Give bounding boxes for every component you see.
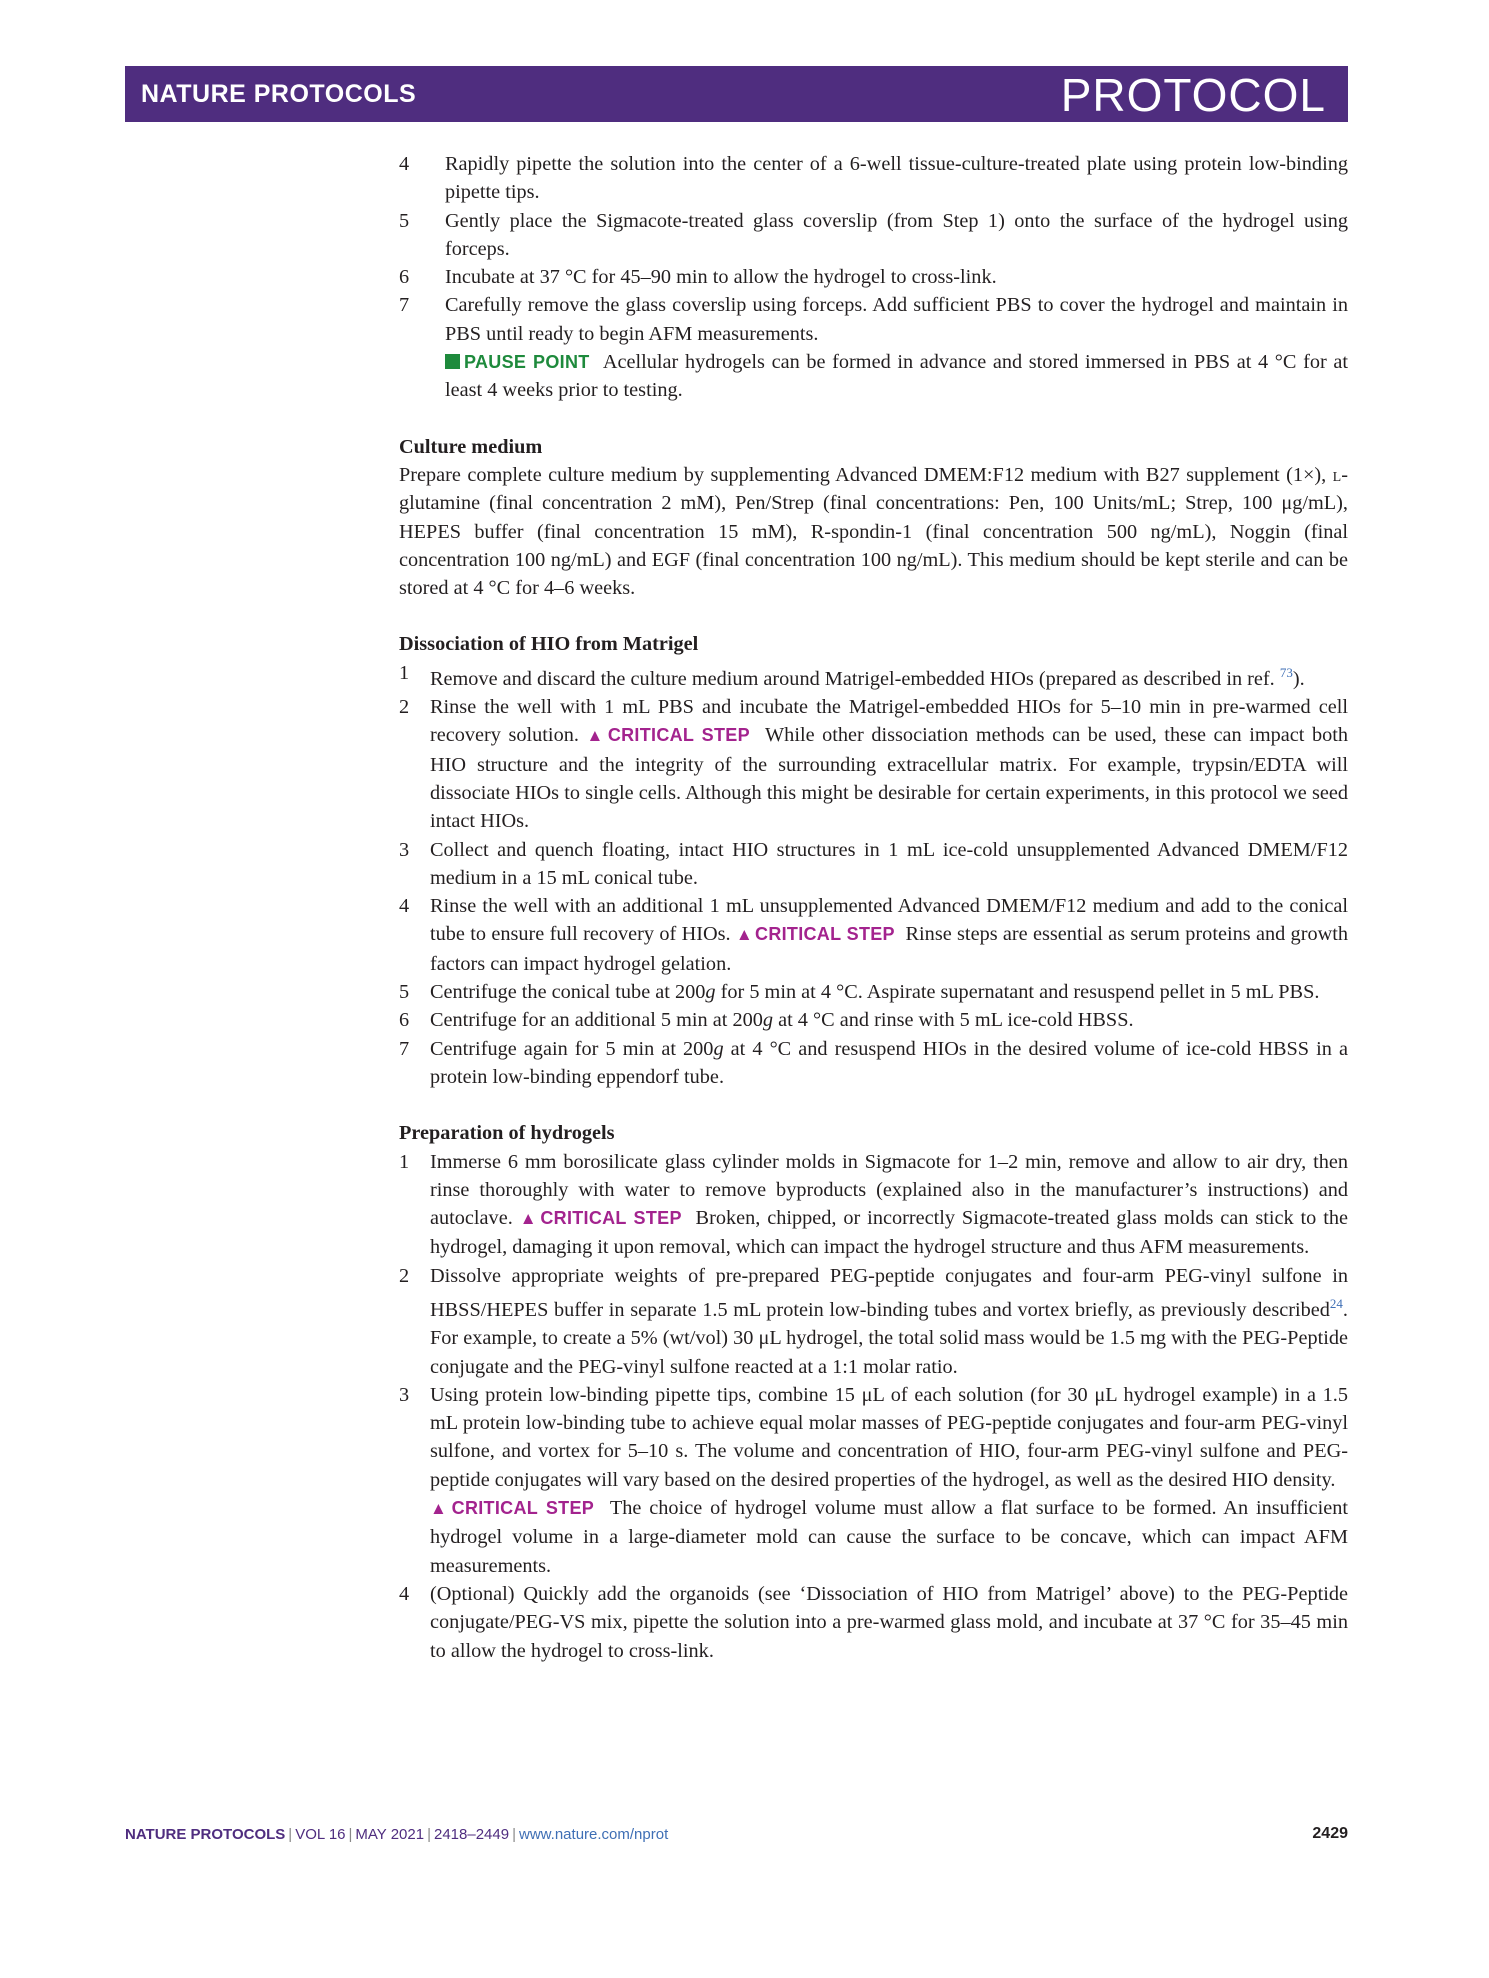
hydrogel-preparation-section — [399, 1119, 1348, 1665]
footer-pages: 2418–2449 — [434, 1826, 510, 1843]
step-item: 4 (Optional) Quickly add the organoids (see ‘Dissociation of HIO from Matrigel’ above) to the PEG-Peptide conjugate/PEG-VS mix, pipette the solution into a pre-warmed glass mold, and incubate at 37 °C for 35–45 min to allow the hydrogel to cross-link. — [399, 1582, 1348, 1662]
main-content — [399, 150, 1348, 1665]
footer-date: MAY 2021 — [355, 1826, 425, 1843]
step-item: 3 Using protein low-binding pipette tips, combine 15 μL of each solution (for 30 μL hydrogel example) in a 1.5 mL protein low-binding tube to achieve equal molar masses of PEG-peptide conjugates and four-arm PEG-vinyl sulfone, and vortex for 5–10 s. The volume and concentration of HIO, four-arm PEG-vinyl sulfone and PEG-peptide conjugates will vary based on the desired properties of the hydrogel, as well as the desired HIO density. ▲ CRITICAL STEP The choice of hydrogel volume must allow a flat surface to be formed. An insufficient hydrogel volume in a large-diameter mold can cause the surface to be concave, which can impact AFM measurements. — [399, 1383, 1348, 1577]
critical-step-label: CRITICAL STEP — [755, 924, 895, 945]
culture-medium-paragraph: Prepare complete culture medium by supplementing Advanced DMEM:F12 medium with B27 supplement (1×), l-glutamine (final concentration 2 mM), Pen/Strep (final concentrations: Pen, 100 Units/mL; Strep, 100 μg/mL), HEPES buffer (final concentration 15 mM), R-spondin-1 (final concentration 500 ng/mL), Noggin (final concentration 100 ng/mL) and EGF (final concentration 100 ng/mL). This medium should be kept sterile and can be stored at 4 °C for 4–6 weeks. — [399, 463, 1348, 600]
step-item: 1 Remove and discard the culture medium around Matrigel-embedded HIOs (prepared as described in ref. $^{73}$). — [399, 661, 1305, 690]
step-item: 4 Rapidly pipette the solution into the center of a 6-well tissue-culture-treated plate using protein low-binding pipette tips. — [399, 153, 1348, 204]
step-item: 5 Centrifuge the conical tube at 200g for 5 min at 4 °C. Aspirate supernatant and resuspend pellet in 5 mL PBS. — [399, 981, 1320, 1004]
reference-link[interactable]: 24 — [1329, 1295, 1343, 1311]
critical-step-label: CRITICAL STEP — [540, 1208, 682, 1229]
step-item: 6 Centrifuge for an additional 5 min at 200g at 4 °C and rinse with 5 mL ice-cold HBSS. — [399, 1009, 1134, 1032]
footer-journal: NATURE PROTOCOLS — [125, 1826, 286, 1843]
step-item: 2 Dissolve appropriate weights of pre-prepared PEG-peptide conjugates and four-arm PEG-vinyl sulfone in HBSS/HEPES buffer in separate 1.5 mL protein low-binding tubes and vortex briefly, as previously described$^{24}$. For example, to create a 5% (wt/vol) 30 μL hydrogel, the total solid mass would be 1.5 mg with the PEG-Peptide conjugate and the PEG-vinyl sulfone reacted at a 1:1 molar ratio. — [399, 1264, 1348, 1378]
critical-triangle-icon: ▲ — [586, 726, 606, 746]
footer-volume: VOL 16 — [295, 1826, 346, 1843]
critical-triangle-icon: ▲ — [519, 1209, 539, 1229]
step-item: 1 Immerse 6 mm borosilicate glass cylinder molds in Sigmacote for 1–2 min, remove and allow to air dry, then rinse thoroughly with water to remove byproducts (explained also in the manufacturer’s instructions) and autoclave. ▲ CRITICAL STEP Broken, chipped, or incorrectly Sigmacote-treated glass molds can stick to the hydrogel, damaging it upon removal, which can impact the hydrogel structure and thus AFM measurements. — [399, 1150, 1348, 1259]
culture-medium-section — [399, 433, 1348, 603]
step-item: 2 Rinse the well with 1 mL PBS and incubate the Matrigel-embedded HIOs for 5–10 min in pre-warmed cell recovery solution. ▲ CRITICAL STEP While other dissociation methods can be used, these can impact both HIO structure and the integrity of the surrounding extracellular matrix. For example, trypsin/EDTA will dissociate HIOs to single cells. Although this might be desirable for certain experiments, in this protocol we seed intact HIOs. — [399, 696, 1349, 833]
journal-header-bar — [125, 66, 1348, 122]
section-title: Culture medium — [399, 435, 543, 458]
step-item: 3 Collect and quench floating, intact HIO structures in 1 mL ice-cold unsupplemented Advanced DMEM/F12 medium in a 15 mL conical tube. — [399, 838, 1348, 889]
section-title: Dissociation of HIO from Matrigel — [399, 633, 699, 656]
critical-triangle-icon: ▲ — [735, 925, 754, 945]
critical-triangle-icon: ▲ — [430, 1499, 450, 1519]
step-item: 4 Rinse the well with an additional 1 mL unsupplemented Advanced DMEM/F12 medium and add to the conical tube to ensure full recovery of HIOs. ▲ CRITICAL STEP Rinse steps are essential as serum proteins and growth factors can impact hydrogel gelation. — [399, 895, 1349, 975]
article-type: PROTOCOL — [1060, 69, 1326, 121]
footer-citation: NATURE PROTOCOLS | VOL 16 | MAY 2021 | 2418–2449 | www.nature.com/nprot — [125, 1826, 669, 1843]
page-number: 2429 — [1312, 1825, 1348, 1842]
section-title: Preparation of hydrogels — [399, 1122, 615, 1145]
pause-point-note: PAUSE POINT Acellular hydrogels can be formed in advance and stored immersed in PBS at 4 °C for at least 4 weeks prior to testing. — [445, 351, 1349, 402]
pause-square-icon — [445, 354, 460, 369]
step-item: 5 Gently place the Sigmacote-treated glass coverslip (from Step 1) onto the surface of the hydrogel using forceps. — [399, 209, 1348, 260]
journal-name: NATURE PROTOCOLS — [141, 80, 417, 108]
step-item: 7 Carefully remove the glass coverslip using forceps. Add sufficient PBS to cover the hydrogel and maintain in PBS until ready to begin AFM measurements. PAUSE POINT Acellular hydrogels can be formed in advance and stored immersed in PBS at 4 °C for at least 4 weeks prior to testing. — [399, 294, 1349, 402]
reference-link[interactable]: 73 — [1279, 664, 1293, 680]
step-item: 6 Incubate at 37 °C for 45–90 min to allow the hydrogel to cross-link. — [399, 266, 997, 289]
dissociation-section — [399, 630, 1348, 1091]
step-item: 7 Centrifuge again for 5 min at 200g at 4 °C and resuspend HIOs in the desired volume of ice-cold HBSS in a protein low-binding eppendorf tube. — [399, 1037, 1348, 1088]
critical-step-label: CRITICAL STEP — [607, 725, 750, 746]
pause-point-label: PAUSE POINT — [464, 352, 590, 373]
critical-step-label: CRITICAL STEP — [451, 1498, 595, 1519]
footer-url-link[interactable]: www.nature.com/nprot — [519, 1826, 669, 1843]
continued-steps — [399, 150, 1348, 405]
